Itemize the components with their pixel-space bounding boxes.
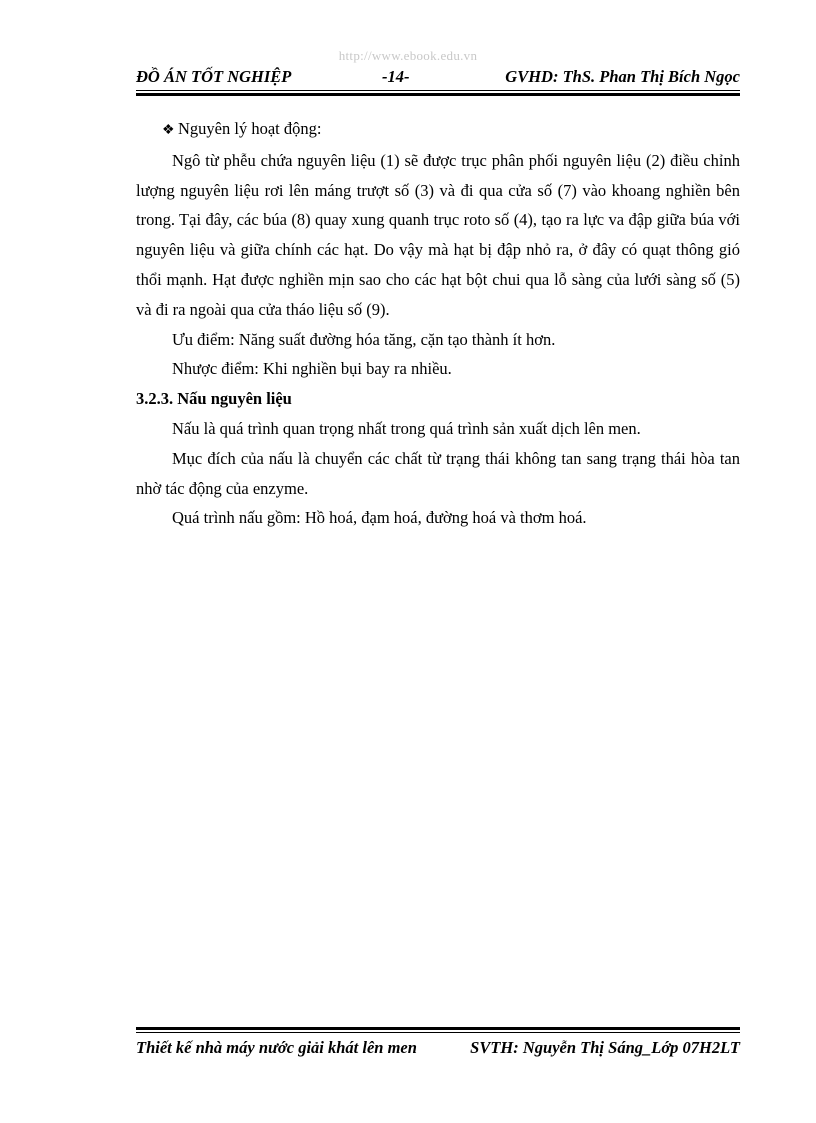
footer-student: SVTH: Nguyễn Thị Sáng_Lớp 07H2LT bbox=[470, 1038, 740, 1057]
bullet-heading bbox=[136, 114, 740, 146]
section-heading: 3.2.3. Nấu nguyên liệu bbox=[136, 389, 292, 409]
header-title: ĐỒ ÁN TỐT NGHIỆP bbox=[136, 67, 292, 86]
diamond-bullet-icon: ❖ bbox=[162, 123, 175, 138]
paragraph-operation: Ngô từ phễu chứa nguyên liệu (1) sẽ được trục phân phối nguyên liệu (2) điều chỉnh lượng nguyên liệu rơi lên máng trượt số (3) và đi qua cửa số (7) vào khoang nghiền bên trong. Tại đây, các búa (8) quay xung quanh trục roto số (4), tạo ra lực va đập giữa búa với nguyên liệu và giữa chính các hạt. Do vậy mà hạt bị đập nhỏ ra, ở đây có quạt thông gió thổi mạnh. Hạt được nghiền mịn sao cho các hạt bột chui qua lỗ sàng của lưới sàng số (5) và đi ra ngoài qua cửa tháo liệu số (9). bbox=[136, 150, 740, 319]
footer-project-title: Thiết kế nhà máy nước giải khát lên men bbox=[136, 1038, 417, 1057]
paragraph-disadvantage: Nhược điểm: Khi nghiền bụi bay ra nhiều. bbox=[172, 359, 452, 379]
document-body bbox=[136, 114, 740, 533]
page-number: -14- bbox=[382, 67, 410, 86]
footer-rule-thin bbox=[136, 1032, 740, 1033]
watermark-url: http://www.ebook.edu.vn bbox=[338, 48, 478, 63]
header-supervisor: GVHD: ThS. Phan Thị Bích Ngọc bbox=[505, 67, 740, 86]
header-rule-thin bbox=[136, 90, 740, 91]
paragraph-advantage: Ưu điểm: Năng suất đường hóa tăng, cặn tạo thành ít hơn. bbox=[172, 329, 556, 349]
paragraph-cooking-stages: Quá trình nấu gồm: Hồ hoá, đạm hoá, đường hoá và thơm hoá. bbox=[172, 508, 587, 528]
header-rule-thick bbox=[136, 93, 740, 96]
paragraph-cooking-intro: Nấu là quá trình quan trọng nhất trong quá trình sản xuất dịch lên men. bbox=[172, 418, 641, 438]
paragraph-cooking-purpose: Mục đích của nấu là chuyển các chất từ trạng thái không tan sang trạng thái hòa tan nhờ tác động của enzyme. bbox=[136, 448, 740, 498]
page-header bbox=[136, 67, 740, 89]
footer-rule-thick bbox=[136, 1027, 740, 1030]
bullet-heading-text: Nguyên lý hoạt động: bbox=[178, 119, 322, 138]
page-footer bbox=[136, 1038, 740, 1060]
